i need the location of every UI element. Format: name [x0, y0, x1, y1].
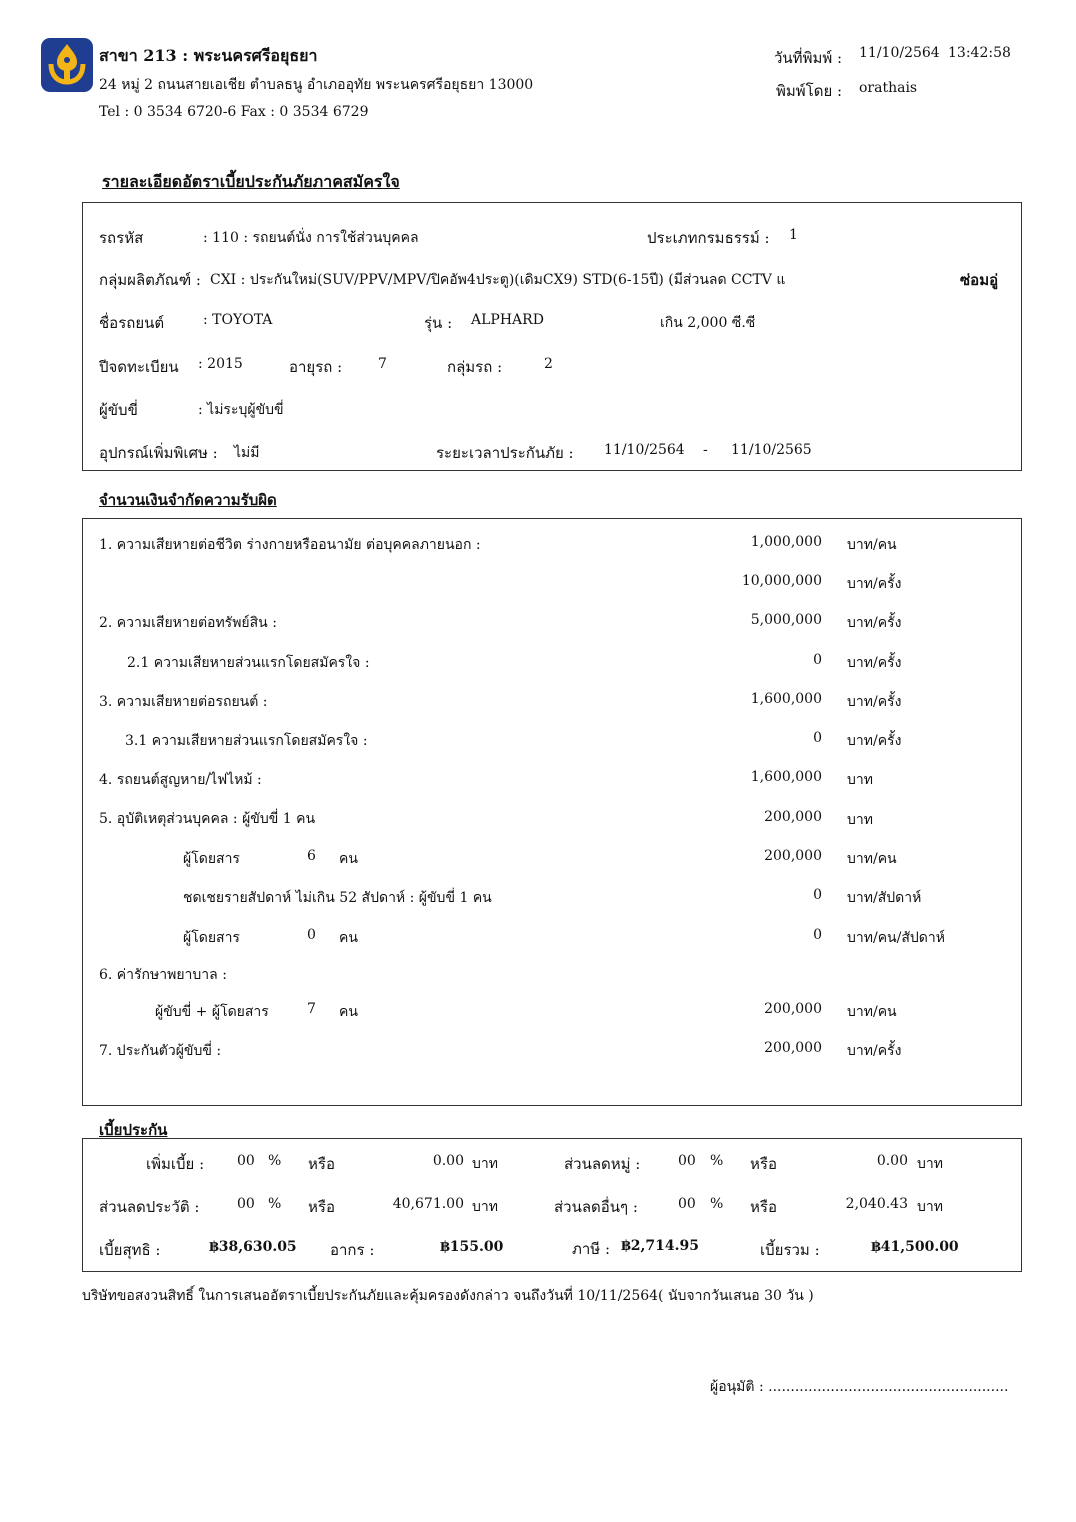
surcharge-pct-sign: % [268, 1153, 282, 1169]
page-title: รายละเอียดอัตราเบี้ยประกันภัยภาคสมัครใจ [102, 172, 400, 191]
history-discount-label: ส่วนลดประวัติ : [99, 1198, 200, 1216]
branch-title: สาขา 213 : พระนครศรีอยุธยา [99, 46, 318, 65]
equipment-value: ไม่มี [234, 445, 260, 461]
other-discount-baht: บาท [917, 1199, 943, 1215]
approver-signature-line: ผู้อนุมัติ : ...................................................... [710, 1379, 1009, 1395]
liability-count: 6 [307, 848, 316, 864]
product-group-label: กลุ่มผลิตภัณฑ์ : [99, 271, 201, 289]
liability-unit: บาท/คน/สัปดาห์ [847, 930, 945, 946]
liability-unit: บาท/คน [847, 851, 897, 867]
car-age: 7 [378, 356, 387, 372]
stamp-duty-label: อากร : [330, 1241, 375, 1259]
liability-amount: 200,000 [764, 809, 822, 825]
period-dash: - [703, 442, 708, 458]
liability-label: ผู้ขับขี่ + ผู้โดยสาร [155, 1004, 269, 1020]
reg-year: : 2015 [198, 356, 243, 372]
car-group-label: กลุ่มรถ : [447, 358, 503, 376]
liability-unit: บาท/ครั้ง [847, 576, 902, 592]
liability-unit: บาท/คน [847, 537, 897, 553]
liability-unit: บาท/ครั้ง [847, 1043, 902, 1059]
other-discount-amount: 2,040.43 [845, 1196, 908, 1212]
equipment-label: อุปกรณ์เพิ่มพิเศษ : [99, 444, 218, 462]
liability-count-unit: คน [339, 851, 358, 867]
liability-label: 3. ความเสียหายต่อรถยนต์ : [99, 694, 268, 710]
surcharge-or: หรือ [308, 1155, 335, 1173]
liability-label: ชดเชยรายสัปดาห์ ไม่เกิน 52 สัปดาห์ : ผู้ขับขี่ 1 คน [183, 890, 492, 906]
company-logo [41, 38, 93, 92]
printed-by: orathais [859, 80, 918, 96]
surcharge-baht: บาท [472, 1156, 498, 1172]
liability-count: 0 [307, 927, 316, 943]
liability-unit: บาท/สัปดาห์ [847, 890, 922, 906]
group-discount-pct-sign: % [710, 1153, 724, 1169]
liability-label: 7. ประกันตัวผู้ขับขี่ : [99, 1043, 222, 1059]
surcharge-pct: 00 [237, 1153, 255, 1169]
other-discount-pct-sign: % [710, 1196, 724, 1212]
net-premium-label: เบี้ยสุทธิ : [99, 1241, 161, 1259]
liability-label: 4. รถยนต์สูญหาย/ไฟไหม้ : [99, 772, 262, 788]
history-discount-pct-sign: % [268, 1196, 282, 1212]
liability-amount: 5,000,000 [750, 612, 822, 628]
liability-amount: 0 [813, 730, 822, 746]
policy-type-label: ประเภทกรมธรรม์ : [647, 229, 770, 247]
liability-unit: บาท [847, 772, 873, 788]
period-start: 11/10/2564 [604, 442, 685, 458]
repair-type: ซ่อมอู่ [960, 271, 999, 289]
liability-label: ผู้โดยสาร [183, 930, 240, 946]
liability-label: 2. ความเสียหายต่อทรัพย์สิน : [99, 615, 277, 631]
product-group: CXI : ประกันใหม่(SUV/PPV/MPV/ปิคอัพ4ประตู)(เดิมCX9) STD(6-15ปี) (มีส่วนลด CCTV แ [210, 272, 786, 288]
total-premium: ฿41,500.00 [871, 1239, 959, 1255]
liability-amount: 200,000 [764, 1040, 822, 1056]
liability-count-unit: คน [339, 930, 358, 946]
car-age-label: อายุรถ : [289, 358, 343, 376]
liability-label: ผู้โดยสาร [183, 851, 240, 867]
net-premium: ฿38,630.05 [209, 1239, 297, 1255]
liability-unit: บาท/คน [847, 1004, 897, 1020]
printed-by-label: พิมพ์โดย : [776, 82, 843, 100]
liability-amount: 200,000 [764, 1001, 822, 1017]
tax-label: ภาษี : [572, 1240, 611, 1258]
car-make: : TOYOTA [203, 312, 273, 328]
liability-label: 2.1 ความเสียหายส่วนแรกโดยสมัครใจ : [127, 655, 370, 671]
liability-label: 1. ความเสียหายต่อชีวิต ร่างกายหรืออนามัย ต่อบุคคลภายนอก : [99, 537, 481, 553]
liability-title: จำนวนเงินจำกัดความรับผิด [99, 491, 277, 509]
logo-icon [41, 38, 93, 92]
branch-phone-fax: Tel : 0 3534 6720-6 Fax : 0 3534 6729 [99, 104, 369, 120]
history-discount-or: หรือ [308, 1198, 335, 1216]
other-discount-label: ส่วนลดอื่นๆ : [554, 1198, 638, 1216]
reg-year-label: ปีจดทะเบียน [99, 358, 179, 376]
car-group: 2 [544, 356, 553, 372]
liability-amount: 10,000,000 [741, 573, 822, 589]
print-date-label: วันที่พิมพ์ : [774, 49, 843, 67]
period-end: 11/10/2565 [731, 442, 812, 458]
tax: ฿2,714.95 [621, 1238, 699, 1254]
driver-value: : ไม่ระบุผู้ขับขี่ [198, 402, 284, 418]
car-model: ALPHARD [471, 312, 544, 328]
liability-unit: บาท [847, 812, 873, 828]
liability-label: 6. ค่ารักษาพยาบาล : [99, 967, 227, 983]
liability-count-unit: คน [339, 1004, 358, 1020]
liability-unit: บาท/ครั้ง [847, 733, 902, 749]
validity-note: บริษัทขอสงวนสิทธิ์ ในการเสนออัตราเบี้ยประกันภัยและคุ้มครองดังกล่าว จนถึงวันที่ 10/11/2564( นับจากวันเสนอ 30 วัน ) [82, 1288, 814, 1304]
car-model-label: รุ่น : [424, 314, 453, 332]
premium-title: เบี้ยประกัน [99, 1121, 168, 1139]
other-discount-pct: 00 [678, 1196, 696, 1212]
liability-unit: บาท/ครั้ง [847, 694, 902, 710]
group-discount-label: ส่วนลดหมู่ : [564, 1155, 641, 1173]
liability-label: 3.1 ความเสียหายส่วนแรกโดยสมัครใจ : [125, 733, 368, 749]
other-discount-or: หรือ [750, 1198, 777, 1216]
liability-unit: บาท/ครั้ง [847, 615, 902, 631]
vehicle-code: : 110 : รถยนต์นั่ง การใช้ส่วนบุคคล [203, 230, 419, 246]
stamp-duty: ฿155.00 [440, 1239, 504, 1255]
engine-size: เกิน 2,000 ซี.ซี [660, 315, 756, 331]
liability-amount: 0 [813, 652, 822, 668]
car-make-label: ชื่อรถยนต์ [99, 314, 165, 332]
liability-amount: 0 [813, 887, 822, 903]
group-discount-or: หรือ [750, 1155, 777, 1173]
liability-count: 7 [307, 1001, 316, 1017]
policy-type: 1 [789, 227, 798, 243]
print-date: 11/10/2564 [859, 45, 940, 61]
surcharge-amount: 0.00 [432, 1153, 464, 1169]
history-discount-amount: 40,671.00 [392, 1196, 464, 1212]
group-discount-pct: 00 [678, 1153, 696, 1169]
driver-label: ผู้ขับขี่ [99, 401, 138, 419]
total-premium-label: เบี้ยรวม : [760, 1241, 820, 1259]
liability-amount: 1,600,000 [750, 691, 822, 707]
liability-unit: บาท/ครั้ง [847, 655, 902, 671]
branch-address: 24 หมู่ 2 ถนนสายเอเชีย ตำบลธนู อำเภออุทัย พระนครศรีอยุธยา 13000 [99, 77, 534, 93]
liability-amount: 200,000 [764, 848, 822, 864]
group-discount-baht: บาท [917, 1156, 943, 1172]
liability-amount: 1,600,000 [750, 769, 822, 785]
vehicle-code-label: รถรหัส [99, 229, 144, 247]
group-discount-amount: 0.00 [876, 1153, 908, 1169]
print-time: 13:42:58 [948, 45, 1011, 61]
liability-label: 5. อุบัติเหตุส่วนบุคคล : ผู้ขับขี่ 1 คน [99, 811, 316, 827]
liability-amount: 0 [813, 927, 822, 943]
history-discount-baht: บาท [472, 1199, 498, 1215]
liability-amount: 1,000,000 [750, 534, 822, 550]
period-label: ระยะเวลาประกันภัย : [436, 444, 574, 462]
history-discount-pct: 00 [237, 1196, 255, 1212]
surcharge-label: เพิ่มเบี้ย : [146, 1155, 205, 1173]
